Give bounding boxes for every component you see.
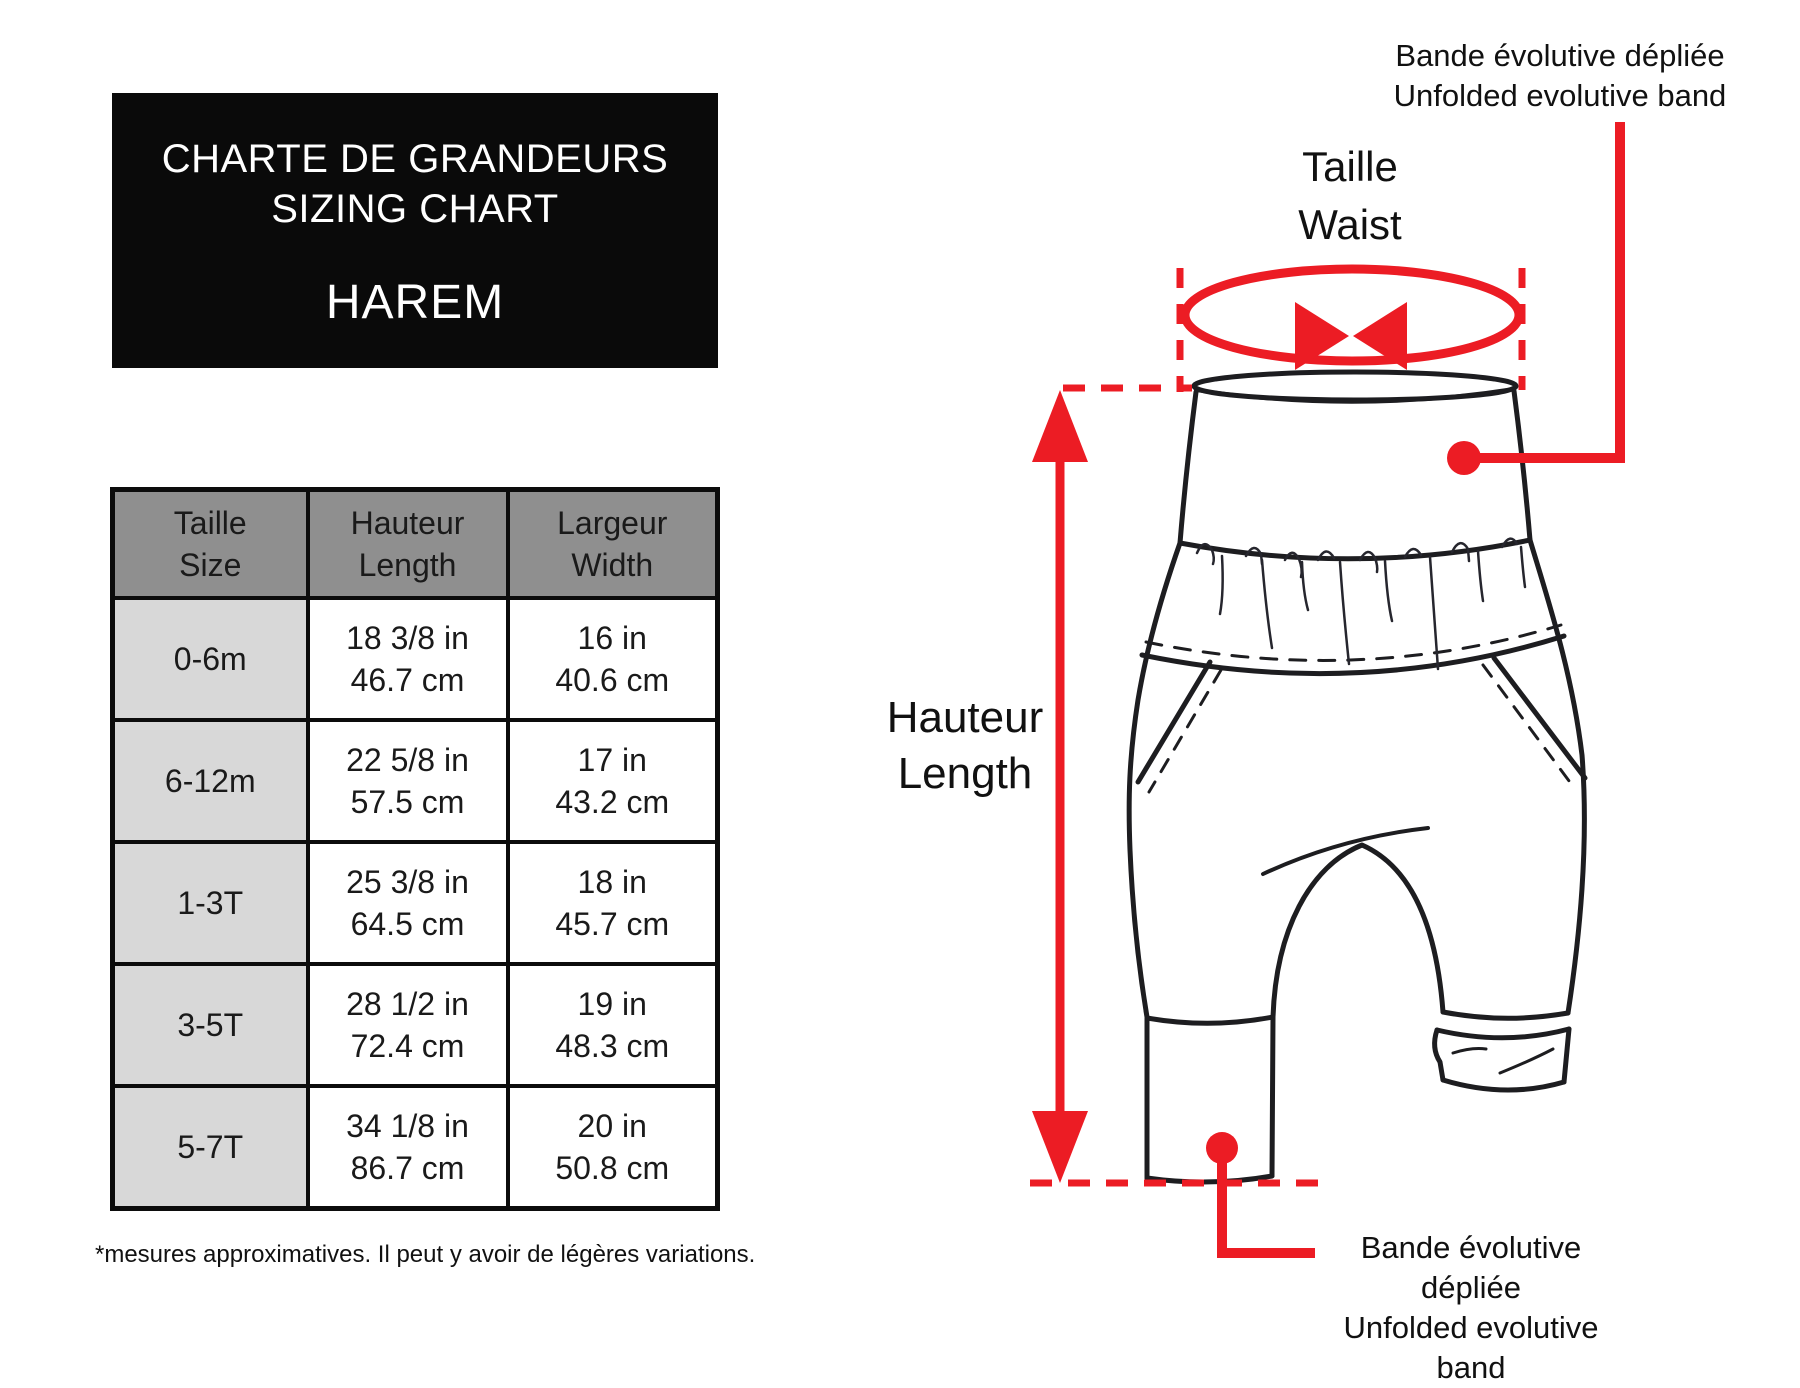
right-pocket-stitch: [1483, 665, 1575, 789]
band-top-label-fr: Bande évolutive dépliée: [1395, 38, 1725, 73]
band-bottom-label-fr: Bande évolutive dépliée: [1360, 1230, 1582, 1305]
length-arrowhead-bottom: [1032, 1111, 1088, 1183]
chart-title-en: SIZING CHART: [271, 186, 559, 231]
product-name: HAREM: [325, 275, 505, 329]
length-cm: 64.5 cm: [350, 906, 465, 942]
table-footnote: *mesures approximatives. Il peut y avoir de légères variations.: [95, 1241, 756, 1268]
right-cuff-top: [1443, 1012, 1568, 1018]
length-inches: 25 3/8 in: [346, 864, 469, 900]
band-top-dot: [1447, 441, 1481, 475]
red-annotations: [1030, 122, 1620, 1253]
width-inches: 19 in: [577, 986, 647, 1022]
pants-right-outline: [1530, 540, 1584, 1013]
left-pocket-opening: [1138, 662, 1210, 782]
width-inches: 16 in: [577, 620, 647, 656]
width-cm: 50.8 cm: [555, 1150, 670, 1186]
right-cuff-roll-edge: [1437, 1029, 1569, 1038]
band-bottom-label-en: Unfolded evolutive band: [1343, 1310, 1599, 1385]
header-width-fr: Largeur: [557, 505, 668, 541]
header-size-en: Size: [179, 547, 242, 583]
right-cuff-left-edge: [1435, 1030, 1443, 1080]
chart-title-fr: CHARTE DE GRANDEURS: [161, 136, 669, 181]
waist-measure-ellipse: [1185, 269, 1519, 361]
header-length-en: Length: [358, 547, 457, 583]
waistband-right-edge: [1514, 391, 1530, 540]
size-value: 0-6m: [113, 598, 308, 720]
right-cuff-hem: [1443, 1080, 1564, 1090]
band-bottom-connector: [1222, 1160, 1315, 1253]
length-inches: 18 3/8 in: [346, 620, 469, 656]
width-cm: 48.3 cm: [555, 1028, 670, 1064]
right-cuff-fold-line: [1500, 1049, 1553, 1073]
waistband-left-edge: [1180, 392, 1196, 543]
left-pocket-stitch: [1149, 670, 1221, 792]
left-leg-band-seam: [1147, 1017, 1273, 1023]
width-cm: 43.2 cm: [555, 784, 670, 820]
length-label-en: Length: [897, 749, 1033, 798]
size-value: 5-7T: [113, 1086, 308, 1209]
right-pocket-opening: [1494, 658, 1585, 778]
header-width-en: Width: [571, 547, 654, 583]
left-leg-inner-edge: [1272, 1017, 1273, 1176]
waist-label-fr: Taille: [1302, 143, 1398, 190]
length-cm: 86.7 cm: [350, 1150, 465, 1186]
length-label-fr: Hauteur: [886, 693, 1044, 742]
length-cm: 72.4 cm: [350, 1028, 465, 1064]
length-arrowhead-top: [1032, 390, 1088, 462]
right-cuff-fold-line: [1453, 1049, 1486, 1054]
band-bottom-dot: [1206, 1132, 1238, 1164]
size-value: 6-12m: [113, 720, 308, 842]
crotch-arch: [1273, 845, 1443, 1017]
width-inches: 18 in: [577, 864, 647, 900]
pants-drawing: [1129, 372, 1585, 1182]
length-inches: 22 5/8 in: [346, 742, 469, 778]
size-value: 1-3T: [113, 842, 308, 964]
right-cuff-right-edge: [1564, 1029, 1569, 1082]
length-inches: 28 1/2 in: [346, 986, 469, 1022]
header-size-fr: Taille: [173, 505, 247, 541]
band-top-label-en: Unfolded evolutive band: [1393, 78, 1727, 113]
waist-label-en: Waist: [1298, 201, 1402, 248]
waistband-front-rim: [1196, 389, 1514, 402]
width-inches: 20 in: [577, 1108, 647, 1144]
width-inches: 17 in: [577, 742, 647, 778]
size-value: 3-5T: [113, 964, 308, 1086]
header-length-fr: Hauteur: [350, 505, 465, 541]
length-cm: 57.5 cm: [350, 784, 465, 820]
width-cm: 40.6 cm: [555, 662, 670, 698]
length-inches: 34 1/8 in: [346, 1108, 469, 1144]
gather-marks: [1197, 539, 1525, 669]
width-cm: 45.7 cm: [555, 906, 670, 942]
length-cm: 46.7 cm: [350, 662, 465, 698]
